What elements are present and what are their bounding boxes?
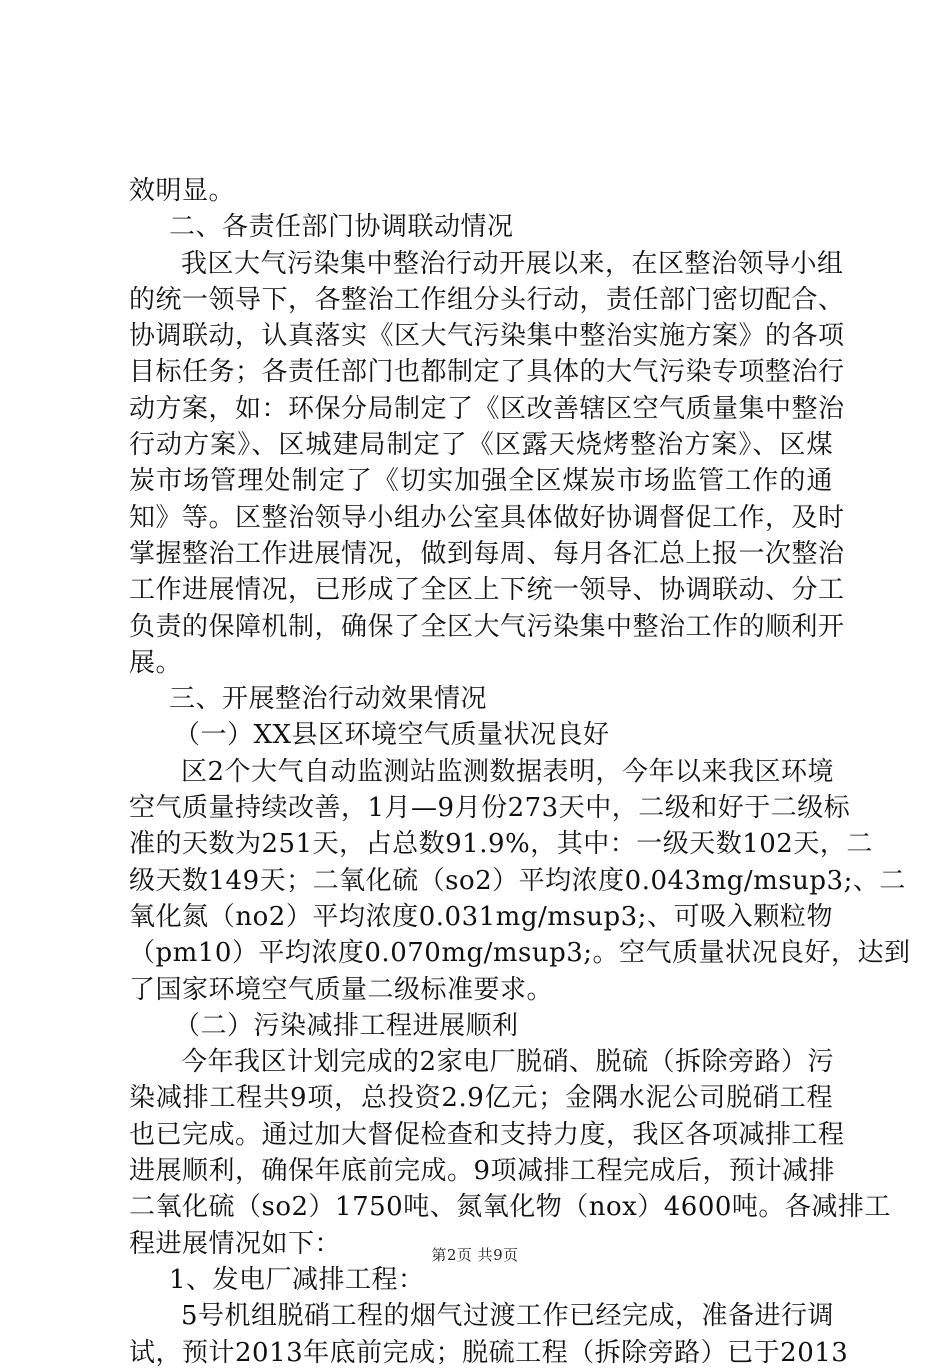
text-line: （pm10）平均浓度0.070mg/msup3;。空气质量状况良好，达到 <box>129 938 911 969</box>
text-line: 程进展情况如下： <box>129 1228 342 1259</box>
text-line: 展。 <box>129 647 183 678</box>
text-line: 协调联动，认真落实《区大气污染集中整治实施方案》的各项 <box>129 321 845 352</box>
text-line: 炭市场管理处制定了《切实加强全区煤炭市场监管工作的通 <box>129 466 833 497</box>
text-line: 染减排工程共9项，总投资2.9亿元；金隅水泥公司脱硝工程 <box>129 1083 833 1114</box>
text-line: 二氧化硫（so2）1750吨、氮氧化物（nox）4600吨。各减排工 <box>129 1192 891 1223</box>
text-line: 了国家环境空气质量二级标准要求。 <box>129 974 554 1005</box>
subsection-heading: （二）污染减排工程进展顺利 <box>174 1010 519 1041</box>
text-line: 掌握整治工作进展情况，做到每周、每月各汇总上报一次整治 <box>129 538 845 569</box>
text-line: 目标任务；各责任部门也都制定了具体的大气污染专项整治行 <box>129 357 845 388</box>
text-line: 也已完成。通过加大督促检查和支持力度，我区各项减排工程 <box>129 1119 845 1150</box>
text-line: 1、发电厂减排工程： <box>169 1264 425 1295</box>
text-line: 进展顺利，确保年底前完成。9项减排工程完成后，预计减排 <box>129 1156 836 1187</box>
document-body <box>129 173 911 1371</box>
text-line: 今年我区计划完成的2家电厂脱硝、脱硫（拆除旁路）污 <box>181 1047 835 1078</box>
text-line: 试，预计2013年底前完成；脱硫工程（拆除旁路）已于2013 <box>129 1337 849 1368</box>
text-line: 动方案，如：环保分局制定了《区改善辖区空气质量集中整治 <box>129 393 845 424</box>
text-line: 的统一领导下，各整治工作组分头行动，责任部门密切配合、 <box>129 284 845 315</box>
text-line: 我区大气污染集中整治行动开展以来，在区整治领导小组 <box>181 248 844 279</box>
subsection-heading: （一）XX县区环境空气质量状况良好 <box>174 720 610 751</box>
text-line: 区2个大气自动监测站监测数据表明，今年以来我区环境 <box>181 756 835 787</box>
text-line: 效明显。 <box>129 176 236 206</box>
page-footer: 第2页 共9页 <box>431 1246 519 1264</box>
text-line: 空气质量持续改善，1月—9月份273天中，二级和好于二级标 <box>129 793 851 824</box>
text-line: 级天数149天；二氧化硫（so2）平均浓度0.043mg/msup3;、二 <box>129 865 906 896</box>
section-heading: 三、开展整治行动效果情况 <box>169 684 488 715</box>
text-line: 行动方案》、区城建局制定了《区露天烧烤整治方案》、区煤 <box>129 430 833 461</box>
text-line: 5号机组脱硝工程的烟气过渡工作已经完成，准备进行调 <box>181 1301 835 1332</box>
text-line: 工作进展情况，已形成了全区上下统一领导、协调联动、分工 <box>129 575 845 606</box>
text-line: 氧化氮（no2）平均浓度0.031mg/msup3;、可吸入颗粒物 <box>129 901 833 932</box>
text-line: 准的天数为251天，占总数91.9%，其中：一级天数102天，二 <box>129 829 873 860</box>
section-heading: 二、各责任部门协调联动情况 <box>169 212 514 243</box>
text-line: 知》等。区整治领导小组办公室具体做好协调督促工作，及时 <box>129 502 845 533</box>
text-line: 负责的保障机制，确保了全区大气污染集中整治工作的顺利开 <box>129 611 845 642</box>
